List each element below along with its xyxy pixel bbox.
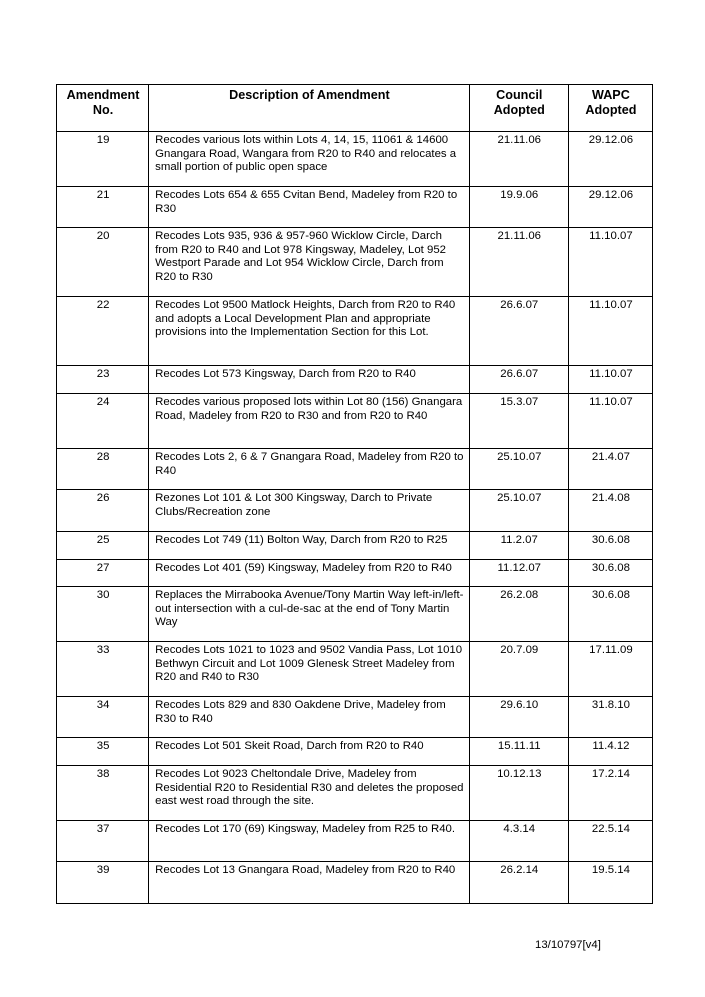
cell-amendment-no: 39 — [57, 862, 149, 904]
cell-amendment-no: 24 — [57, 394, 149, 449]
cell-description: Recodes Lot 13 Gnangara Road, Madeley from R20 to R40 — [149, 862, 470, 904]
cell-description: Recodes Lot 9500 Matlock Heights, Darch from R20 to R40 and adopts a Local Development Plan and appropriate provisions into the Implementation Section for this Lot. — [149, 297, 470, 366]
document-reference: 13/10797[v4] — [535, 939, 601, 951]
cell-wapc-adopted: 11.10.07 — [568, 297, 652, 366]
cell-wapc-adopted: 30.6.08 — [568, 560, 652, 587]
table-row — [57, 587, 653, 642]
table-row — [57, 560, 653, 587]
cell-description: Recodes Lot 9023 Cheltondale Drive, Madeley from Residential R20 to Residential R30 and deletes the proposed east west road through the site. — [149, 766, 470, 821]
table-row — [57, 366, 653, 394]
cell-council-adopted: 21.11.06 — [469, 228, 568, 297]
table-row — [57, 449, 653, 490]
cell-amendment-no: 34 — [57, 697, 149, 738]
table-row — [57, 862, 653, 904]
table-row — [57, 697, 653, 738]
header-wapc-adopted: WAPC Adopted — [568, 85, 652, 132]
cell-wapc-adopted: 11.10.07 — [568, 394, 652, 449]
cell-description: Recodes various proposed lots within Lot 80 (156) Gnangara Road, Madeley from R20 to R30 and from R20 to R40 — [149, 394, 470, 449]
cell-description: Recodes Lots 829 and 830 Oakdene Drive, Madeley from R30 to R40 — [149, 697, 470, 738]
cell-description: Recodes Lots 2, 6 & 7 Gnangara Road, Madeley from R20 to R40 — [149, 449, 470, 490]
cell-description: Recodes Lots 1021 to 1023 and 9502 Vandia Pass, Lot 1010 Bethwyn Circuit and Lot 1009 Glenesk Street Madeley from R20 and R40 to R30 — [149, 642, 470, 697]
cell-wapc-adopted: 11.4.12 — [568, 738, 652, 766]
cell-description: Recodes Lot 401 (59) Kingsway, Madeley from R20 to R40 — [149, 560, 470, 587]
cell-council-adopted: 10.12.13 — [469, 766, 568, 821]
cell-amendment-no: 30 — [57, 587, 149, 642]
table-row — [57, 766, 653, 821]
cell-description: Recodes Lot 573 Kingsway, Darch from R20 to R40 — [149, 366, 470, 394]
cell-council-adopted: 25.10.07 — [469, 490, 568, 532]
cell-council-adopted: 11.2.07 — [469, 532, 568, 560]
table-row — [57, 642, 653, 697]
cell-description: Replaces the Mirrabooka Avenue/Tony Martin Way left-in/left-out intersection with a cul-de-sac at the end of Tony Martin Way — [149, 587, 470, 642]
table-row — [57, 532, 653, 560]
cell-description: Rezones Lot 101 & Lot 300 Kingsway, Darch to Private Clubs/Recreation zone — [149, 490, 470, 532]
table-row — [57, 394, 653, 449]
cell-amendment-no: 28 — [57, 449, 149, 490]
cell-description: Recodes Lot 749 (11) Bolton Way, Darch from R20 to R25 — [149, 532, 470, 560]
cell-wapc-adopted: 11.10.07 — [568, 366, 652, 394]
cell-wapc-adopted: 21.4.08 — [568, 490, 652, 532]
cell-council-adopted: 4.3.14 — [469, 821, 568, 862]
cell-amendment-no: 33 — [57, 642, 149, 697]
table-row — [57, 187, 653, 228]
table-row — [57, 490, 653, 532]
table-body — [57, 132, 653, 904]
cell-amendment-no: 21 — [57, 187, 149, 228]
table-row — [57, 297, 653, 366]
header-amendment-no: Amendment No. — [57, 85, 149, 132]
cell-amendment-no: 37 — [57, 821, 149, 862]
table-row — [57, 132, 653, 187]
cell-council-adopted: 26.2.14 — [469, 862, 568, 904]
cell-council-adopted: 11.12.07 — [469, 560, 568, 587]
cell-council-adopted: 26.6.07 — [469, 297, 568, 366]
header-council-adopted: Council Adopted — [469, 85, 568, 132]
cell-amendment-no: 25 — [57, 532, 149, 560]
cell-amendment-no: 20 — [57, 228, 149, 297]
cell-amendment-no: 35 — [57, 738, 149, 766]
cell-description: Recodes Lots 935, 936 & 957-960 Wicklow Circle, Darch from R20 to R40 and Lot 978 Kingsway, Madeley, Lot 952 Westport Parade and Lot 954 Wicklow Circle, Darch from R20 to R30 — [149, 228, 470, 297]
cell-description: Recodes various lots within Lots 4, 14, 15, 11061 & 14600 Gnangara Road, Wangara from R20 to R40 and relocates a small portion of public open space — [149, 132, 470, 187]
cell-wapc-adopted: 29.12.06 — [568, 187, 652, 228]
cell-description: Recodes Lot 170 (69) Kingsway, Madeley from R25 to R40. — [149, 821, 470, 862]
cell-wapc-adopted: 30.6.08 — [568, 532, 652, 560]
cell-council-adopted: 19.9.06 — [469, 187, 568, 228]
cell-wapc-adopted: 11.10.07 — [568, 228, 652, 297]
table-row — [57, 821, 653, 862]
cell-wapc-adopted: 19.5.14 — [568, 862, 652, 904]
table-header — [57, 85, 653, 132]
cell-wapc-adopted: 17.2.14 — [568, 766, 652, 821]
cell-council-adopted: 29.6.10 — [469, 697, 568, 738]
cell-amendment-no: 22 — [57, 297, 149, 366]
cell-description: Recodes Lots 654 & 655 Cvitan Bend, Madeley from R20 to R30 — [149, 187, 470, 228]
cell-amendment-no: 19 — [57, 132, 149, 187]
cell-council-adopted: 26.6.07 — [469, 366, 568, 394]
header-description: Description of Amendment — [149, 85, 470, 132]
cell-wapc-adopted: 30.6.08 — [568, 587, 652, 642]
cell-wapc-adopted: 21.4.07 — [568, 449, 652, 490]
cell-council-adopted: 15.3.07 — [469, 394, 568, 449]
cell-description: Recodes Lot 501 Skeit Road, Darch from R20 to R40 — [149, 738, 470, 766]
table-row — [57, 228, 653, 297]
amendments-table — [56, 84, 653, 904]
cell-wapc-adopted: 22.5.14 — [568, 821, 652, 862]
cell-council-adopted: 26.2.08 — [469, 587, 568, 642]
cell-council-adopted: 15.11.11 — [469, 738, 568, 766]
cell-council-adopted: 20.7.09 — [469, 642, 568, 697]
cell-wapc-adopted: 31.8.10 — [568, 697, 652, 738]
cell-amendment-no: 38 — [57, 766, 149, 821]
cell-amendment-no: 27 — [57, 560, 149, 587]
header-row — [57, 85, 653, 132]
table-row — [57, 738, 653, 766]
cell-council-adopted: 21.11.06 — [469, 132, 568, 187]
cell-amendment-no: 26 — [57, 490, 149, 532]
cell-council-adopted: 25.10.07 — [469, 449, 568, 490]
cell-amendment-no: 23 — [57, 366, 149, 394]
cell-wapc-adopted: 29.12.06 — [568, 132, 652, 187]
cell-wapc-adopted: 17.11.09 — [568, 642, 652, 697]
